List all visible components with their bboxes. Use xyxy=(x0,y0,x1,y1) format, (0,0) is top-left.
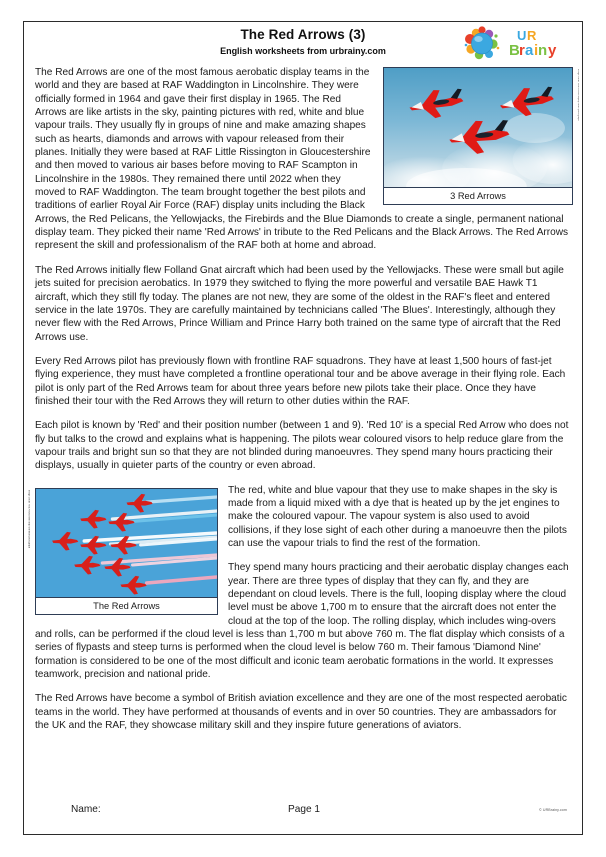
page-number: Page 1 xyxy=(288,804,320,815)
photo-artwork xyxy=(384,68,572,187)
page-header xyxy=(24,22,582,66)
paragraph-7: The Red Arrows have become a symbol of British aviation excellence and they are one of the most respected aerobatic teams in the world. They have performed at thousands of events and in over 50 countries. They are ambassadors for the UK and the RAF, they showcase military skill and they inspire future generations of aviators. xyxy=(35,693,567,732)
paragraph-4: Each pilot is known by 'Red' and their position number (between 1 and 9). 'Red 10' is a special Red Arrow who does not fly but talks to the crowd and explains what is happening. The pilots wear coloured visors to help reduce glare from the vapour trails and bright sun so that they are not blinded during manoeuvres. They spend many hours practicing their displays, usually in quieter parts of the country or even abroad. xyxy=(35,420,569,472)
page-title: The Red Arrows (3) xyxy=(240,27,366,42)
photo-three-red-arrows xyxy=(384,68,572,187)
photo-the-red-arrows xyxy=(36,489,217,597)
worksheet-content xyxy=(27,66,579,796)
photo-frame xyxy=(35,488,218,615)
photo-artwork xyxy=(36,489,217,597)
photo-frame xyxy=(383,67,573,205)
copyright-notice: © URBrainy.com xyxy=(539,808,567,812)
logo-wordmark xyxy=(509,28,557,59)
figure-the-red-arrows xyxy=(27,488,218,615)
figure-caption: The Red Arrows xyxy=(36,597,217,614)
name-label: Name: xyxy=(71,804,101,815)
svg-text:a: a xyxy=(525,42,534,59)
photo-credit: Image credit: Red Arrows display team photograph xyxy=(577,69,579,121)
svg-text:y: y xyxy=(548,42,557,59)
figure-caption: 3 Red Arrows xyxy=(384,187,572,204)
svg-text:R: R xyxy=(527,28,537,43)
worksheet-page xyxy=(23,21,583,835)
urbrainy-logo xyxy=(462,24,576,64)
logo-graphic xyxy=(462,24,576,64)
page-subtitle: English worksheets from urbrainy.com xyxy=(220,46,386,56)
svg-text:B: B xyxy=(509,42,520,59)
svg-text:U: U xyxy=(517,28,527,43)
svg-text:n: n xyxy=(538,42,548,59)
globe-icon xyxy=(465,26,500,59)
paragraph-2: The Red Arrows initially flew Folland Gnat aircraft which had been used by the Yellowjacks. These were small but agile jets suited for precision aerobatics. In 1979 they switched to flying the more powerful and versatile BAE Hawk T1 aircraft, which they still fly today. The planes are not new, they are some of the oldest in the RAF's fleet and entered service in the late 1970s. They are carefully maintained by technicians called 'The Blues'. Interestingly, although they never flew with the Red Arrows, Prince William and Prince Harry both trained on the same type of aircraft that the Red Arrows use. xyxy=(35,264,564,343)
figure-three-red-arrows xyxy=(383,67,579,205)
page-footer xyxy=(35,804,573,820)
paragraph-6: They spend many hours practicing and their aerobatic display changes each year. There are three types of display that they can fly, and they are dependant on cloud levels. There is the full, looping display where the cloud level must be above 1,700 m to ensure that the aircraft does not enter the cloud at the top of the loop. The rolling display, which includes wing-overs and rolls, can be performed if the cloud level is less than 1,700 m but above 760 m. The flat display which consists of a series of flypasts and steep turns is performed when the cloud level is below 760 m. Their famous 'Diamond Nine' formation is considered to be one of the most difficult and iconic team aerobatic formations in the world. It expresses teamwork, precision and national pride. xyxy=(35,562,569,681)
paragraph-1: The Red Arrows are one of the most famous aerobatic display teams in the world and they are based at RAF Waddington in Lincolnshire. They were officially formed in 1964 and gave their first display in 1965. The Red Arrows are like artists in the sky, painting pictures with red, white and blue vapour trails. They usually fly in groups of nine and make amazing shapes such as hearts, diamonds and arrows with vapour released from their planes. Initially they were based at RAF Little Rissington in Gloucestershire and then moved to various air bases before moving to RAF Scampton in Lincolnshire in the 1980s. They remained there until 2022 when they moved to RAF Waddington. The team brought together the best pilots and traditions of earlier Royal Air Force (RAF) display units including the Black Arrows, the Red Pelicans, the Yellowjacks, the Firebirds and the Blue Diamonds to create a single, permanent national display team. They picked their name 'Red Arrows' in tribute to the Red Pelicans and the Black Arrows. The Red Arrows represent the skill and professionalism of the RAF both at home and abroad. xyxy=(35,67,569,252)
paragraph-5: The red, white and blue vapour that they use to make shapes in the sky is made from a liquid mixed with a dye that is heated up by the jet engines to make the coloured vapour. The vapour system is also used to avoid collisions, if they lose sight of each other during a manoeuvre then the pilots can use the vapour trials to find the rest of the formation. xyxy=(228,484,567,549)
photo-credit: Image credit: Red Arrows nine ship formation photograph xyxy=(27,489,30,548)
svg-text:r: r xyxy=(519,42,525,59)
svg-text:i: i xyxy=(534,42,539,59)
paragraph-3: Every Red Arrows pilot has previously flown with frontline RAF squadrons. They have at least 1,500 hours of fast-jet flying experience, they must have completed a frontline operational tour and be above average in their flying role. Each pilot is only part of the Red Arrows team for about three years before new pilots take their place. Once they have finished their tour with the Red Arrows they will return to other duties within the RAF. xyxy=(35,355,566,407)
